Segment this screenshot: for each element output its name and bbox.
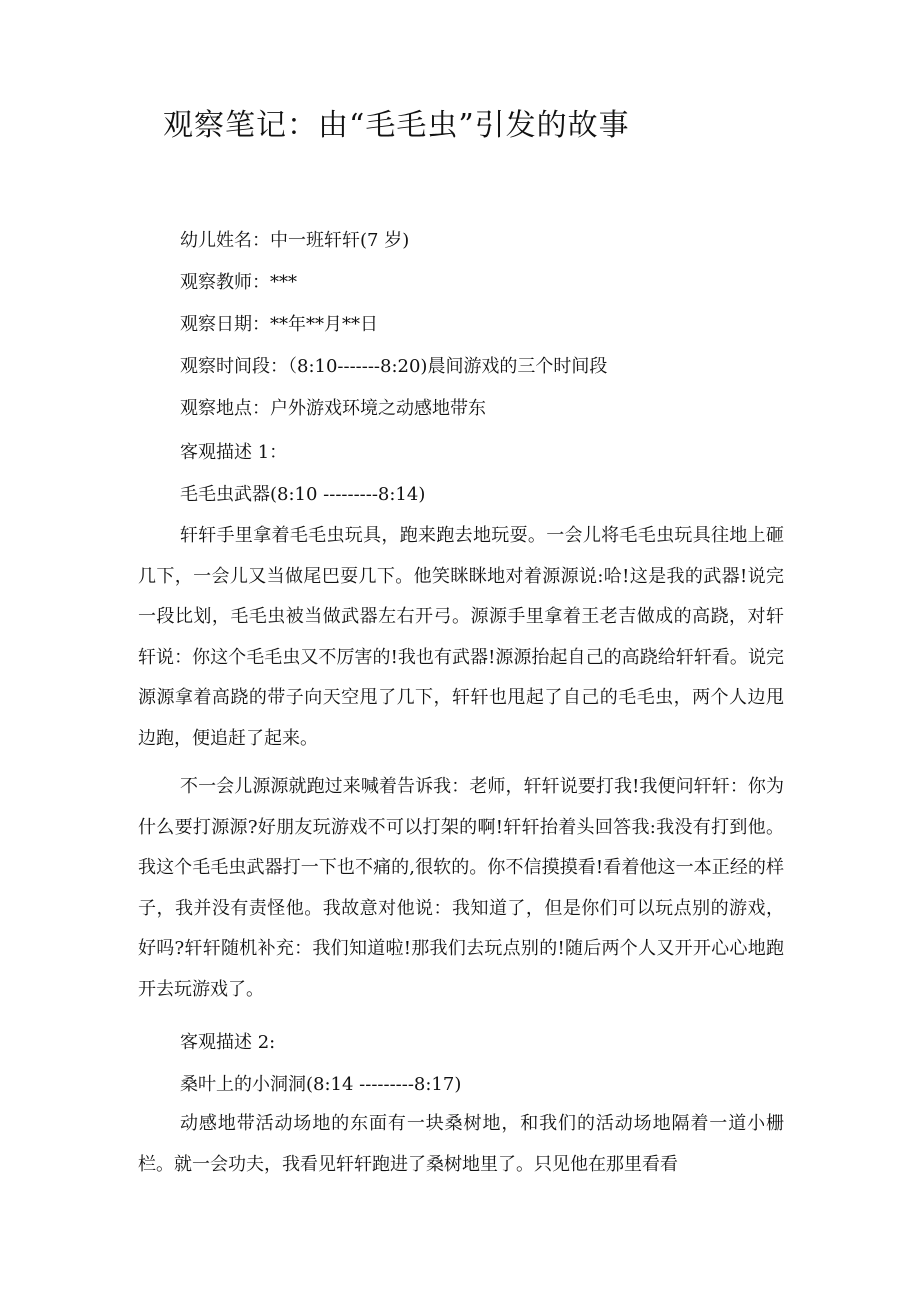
section2-paragraph-1: 动感地带活动场地的东面有一块桑树地，和我们的活动场地隔着一道小栅栏。就一会功夫，我看见轩轩跑进了桑树地里了。只见他在那里看看 [138, 1113, 784, 1175]
location-line: 观察地点：户外游戏环境之动感地带东 [180, 398, 486, 419]
teacher-line: 观察教师：*** [180, 272, 297, 293]
section1-heading: 客观描述 1： [180, 442, 288, 463]
section1-paragraph-1: 轩轩手里拿着毛毛虫玩具，跑来跑去地玩耍。一会儿将毛毛虫玩具往地上砸几下，一会儿又当做尾巴耍几下。他笑眯眯地对着源源说:哈!这是我的武器!说完一段比划，毛毛虫被当做武器左右开弓。源源手里拿着王老吉做成的高跷，对轩轩说：你这个毛毛虫又不厉害的!我也有武器!源源抬起自己的高跷给轩轩看。说完源源拿着高跷的带子向天空甩了几下，轩轩也甩起了自己的毛毛虫，两个人边甩边跑，便追赶了起来。 [138, 525, 784, 749]
child-name-line: 幼儿姓名：中一班轩轩(7 岁) [180, 230, 410, 251]
section2-subheading: 桑叶上的小洞洞(8:14 ---------8:17) [180, 1074, 462, 1095]
section1-subheading: 毛毛虫武器(8:10 ---------8:14) [180, 484, 426, 505]
time-period-line: 观察时间段：（8:10-------8:20)晨间游戏的三个时间段 [180, 356, 608, 377]
section1-paragraph-2: 不一会儿源源就跑过来喊着告诉我：老师，轩轩说要打我!我便问轩轩：你为什么要打源源?好朋友玩游戏不可以打架的啊!轩轩抬着头回答我:我没有打到他。我这个毛毛虫武器打一下也不痛的,很软的。你不信摸摸看!看着他这一本正经的样子，我并没有责怪他。我故意对他说：我知道了，但是你们可以玩点别的游戏，好吗?轩轩随机补充：我们知道啦!那我们去玩点别的!随后两个人又开开心心地跑开去玩游戏了。 [138, 776, 784, 1000]
date-line: 观察日期：**年**月**日 [180, 314, 378, 335]
section2-heading: 客观描述 2: [180, 1032, 276, 1053]
page-title: 观察笔记：由“毛毛虫”引发的故事 [163, 108, 630, 143]
